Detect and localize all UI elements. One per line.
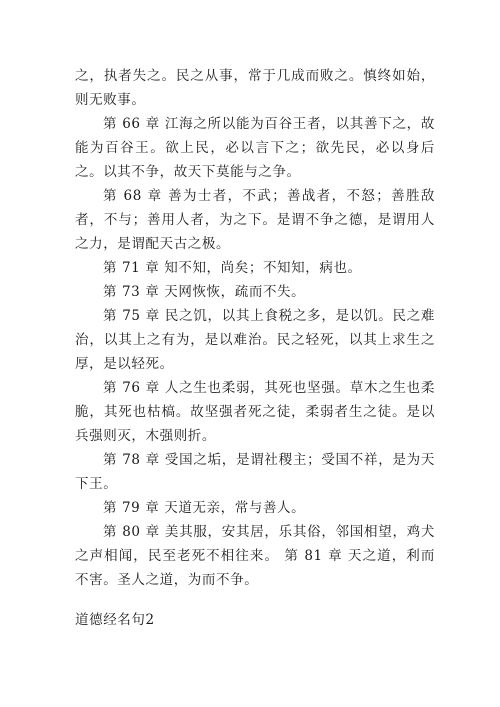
paragraph-chapter-68: 第 68 章 善为士者，不武；善战者，不怒；善胜敌者，不与；善用人者，为之下。是谓不争之德，是谓用人之力，是谓配天古之极。 [75,188,435,252]
paragraph-chapter-78: 第 78 章 受国之垢，是谓社稷主；受国不祥，是为天下王。 [75,452,435,492]
paragraph-continuation: 之，执者失之。民之从事，常于几成而败之。慎终如始，则无败事。 [75,68,435,108]
paragraph-chapter-75: 第 75 章 民之饥，以其上食税之多，是以饥。民之难治，以其上之有为，是以难治。民之轻死，以其上求生之厚，是以轻死。 [75,308,435,372]
paragraph-chapter-73: 第 73 章 天网恢恢，疏而不失。 [103,284,306,300]
paragraph-chapter-71: 第 71 章 知不知，尚矣；不知知，病也。 [103,260,362,276]
section-heading: 道德经名句2 [75,612,155,628]
paragraph-chapter-79: 第 79 章 天道无亲，常与善人。 [103,500,306,516]
paragraph-chapter-80-81: 第 80 章 美其服，安其居，乐其俗，邻国相望，鸡犬之声相闻，民至老死不相往来。 第 81 章 天之道，利而不害。圣人之道，为而不争。 [75,524,435,588]
paragraph-chapter-66: 第 66 章 江海之所以能为百谷王者，以其善下之，故能为百谷王。欲上民，必以言下之；欲先民，必以身后之。以其不争，故天下莫能与之争。 [75,116,435,180]
paragraph-chapter-76: 第 76 章 人之生也柔弱，其死也坚强。草木之生也柔脆，其死也枯槁。故坚强者死之徒，柔弱者生之徒。是以兵强则灭，木强则折。 [75,380,435,444]
